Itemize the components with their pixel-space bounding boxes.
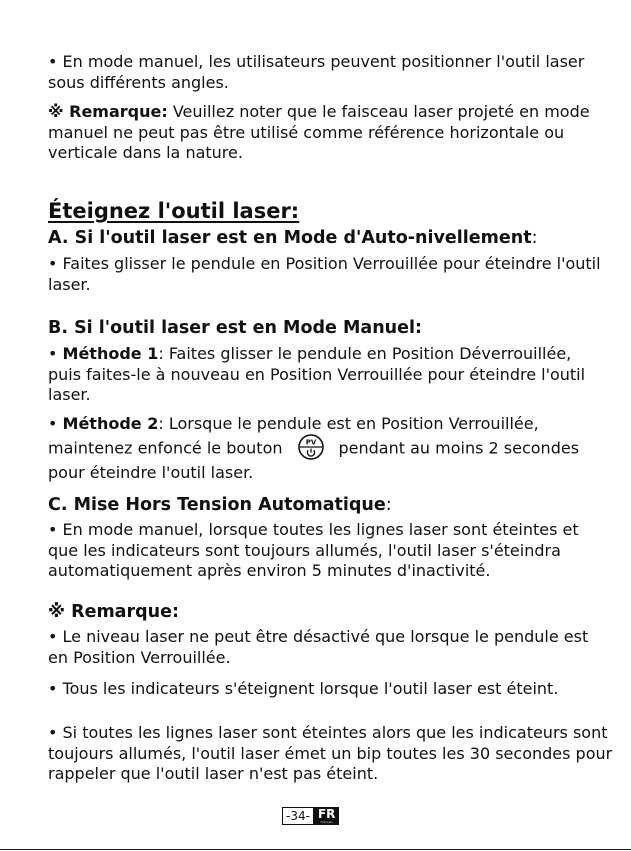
section-a-text: • Faites glisser le pendule en Position Verrouillée pour éteindre l'outil laser.: [48, 254, 601, 294]
section-c-heading-text: C. Mise Hors Tension Automatique: [48, 495, 386, 515]
section-c-text: • En mode manuel, lorsque toutes les lignes laser sont éteintes et que les indicateurs sont toujours allumés, l'outil laser s'éteindra automatiquement après environ 5 minutes d'inactivité.: [48, 520, 579, 580]
remarque-item-3: • Si toutes les lignes laser sont éteintes alors que les indicateurs sont toujours allumés, l'outil laser émet un bip toutes les 30 secondes pour rappeler que l'outil laser n'est pas éteint.: [48, 723, 613, 783]
note-text: Veuillez noter que le faisceau laser projeté en mode manuel ne peut pas être utilisé comme référence horizontale ou verticale dans la nature.: [48, 102, 590, 162]
intro-manual-angles: • En mode manuel, les utilisateurs peuvent positionner l'outil laser sous différents angles.: [48, 52, 585, 92]
page-number: -34-: [282, 807, 314, 825]
language-name: Français: [320, 820, 333, 824]
section-a-heading-text: A. Si l'outil laser est en Mode d'Auto-nivellement: [48, 228, 532, 248]
bottom-divider: [0, 849, 631, 850]
method-1-label: Méthode 1: [62, 344, 159, 363]
method-2-label: Méthode 2: [62, 414, 159, 433]
method-2-text-before: : Lorsque le pendule est en Position Verrouillée, maintenez enfoncé le bouton: [48, 414, 539, 457]
method-2-text-after: pendant au moins 2 secondes pour éteindre l'outil laser.: [48, 438, 580, 482]
intro-note: [48, 102, 608, 164]
section-b-heading: B. Si l'outil laser est en Mode Manuel:: [48, 318, 422, 338]
pv-power-button-icon: [297, 433, 325, 461]
note-marker: ※ Remarque:: [48, 102, 168, 121]
page-footer: [282, 807, 339, 825]
remarque-heading: ※ Remarque:: [48, 602, 179, 622]
section-a-heading-colon: :: [531, 228, 538, 248]
language-code: FR: [317, 807, 336, 821]
section-c-heading-colon: :: [385, 495, 392, 515]
section-a-heading: [48, 227, 537, 249]
page-title: Éteignez l'outil laser:: [48, 199, 300, 223]
pv-icon-label: PV: [305, 438, 316, 446]
section-b-method-1: • Méthode 1: Faites glisser le pendule en Position Déverrouillée, puis faites-le à nouveau en Position Verrouillée pour éteindre l'outil laser.: [48, 344, 586, 404]
section-b-method-2: • Méthode 2: Lorsque le pendule est en Position Verrouillée, maintenez enfoncé le bouton PV pendant au moins 2 secondes pour éteindre l'outil laser.: [48, 414, 580, 482]
method-1-text: : Faites glisser le pendule en Position Déverrouillée, puis faites-le à nouveau en Position Verrouillée pour éteindre l'outil laser.: [48, 344, 586, 404]
language-badge: [314, 807, 339, 825]
remarque-item-1: • Le niveau laser ne peut être désactivé que lorsque le pendule est en Position Verrouillée.: [48, 627, 589, 667]
remarque-item-2: • Tous les indicateurs s'éteignent lorsque l'outil laser est éteint.: [48, 679, 559, 698]
section-c-heading: [48, 494, 392, 516]
